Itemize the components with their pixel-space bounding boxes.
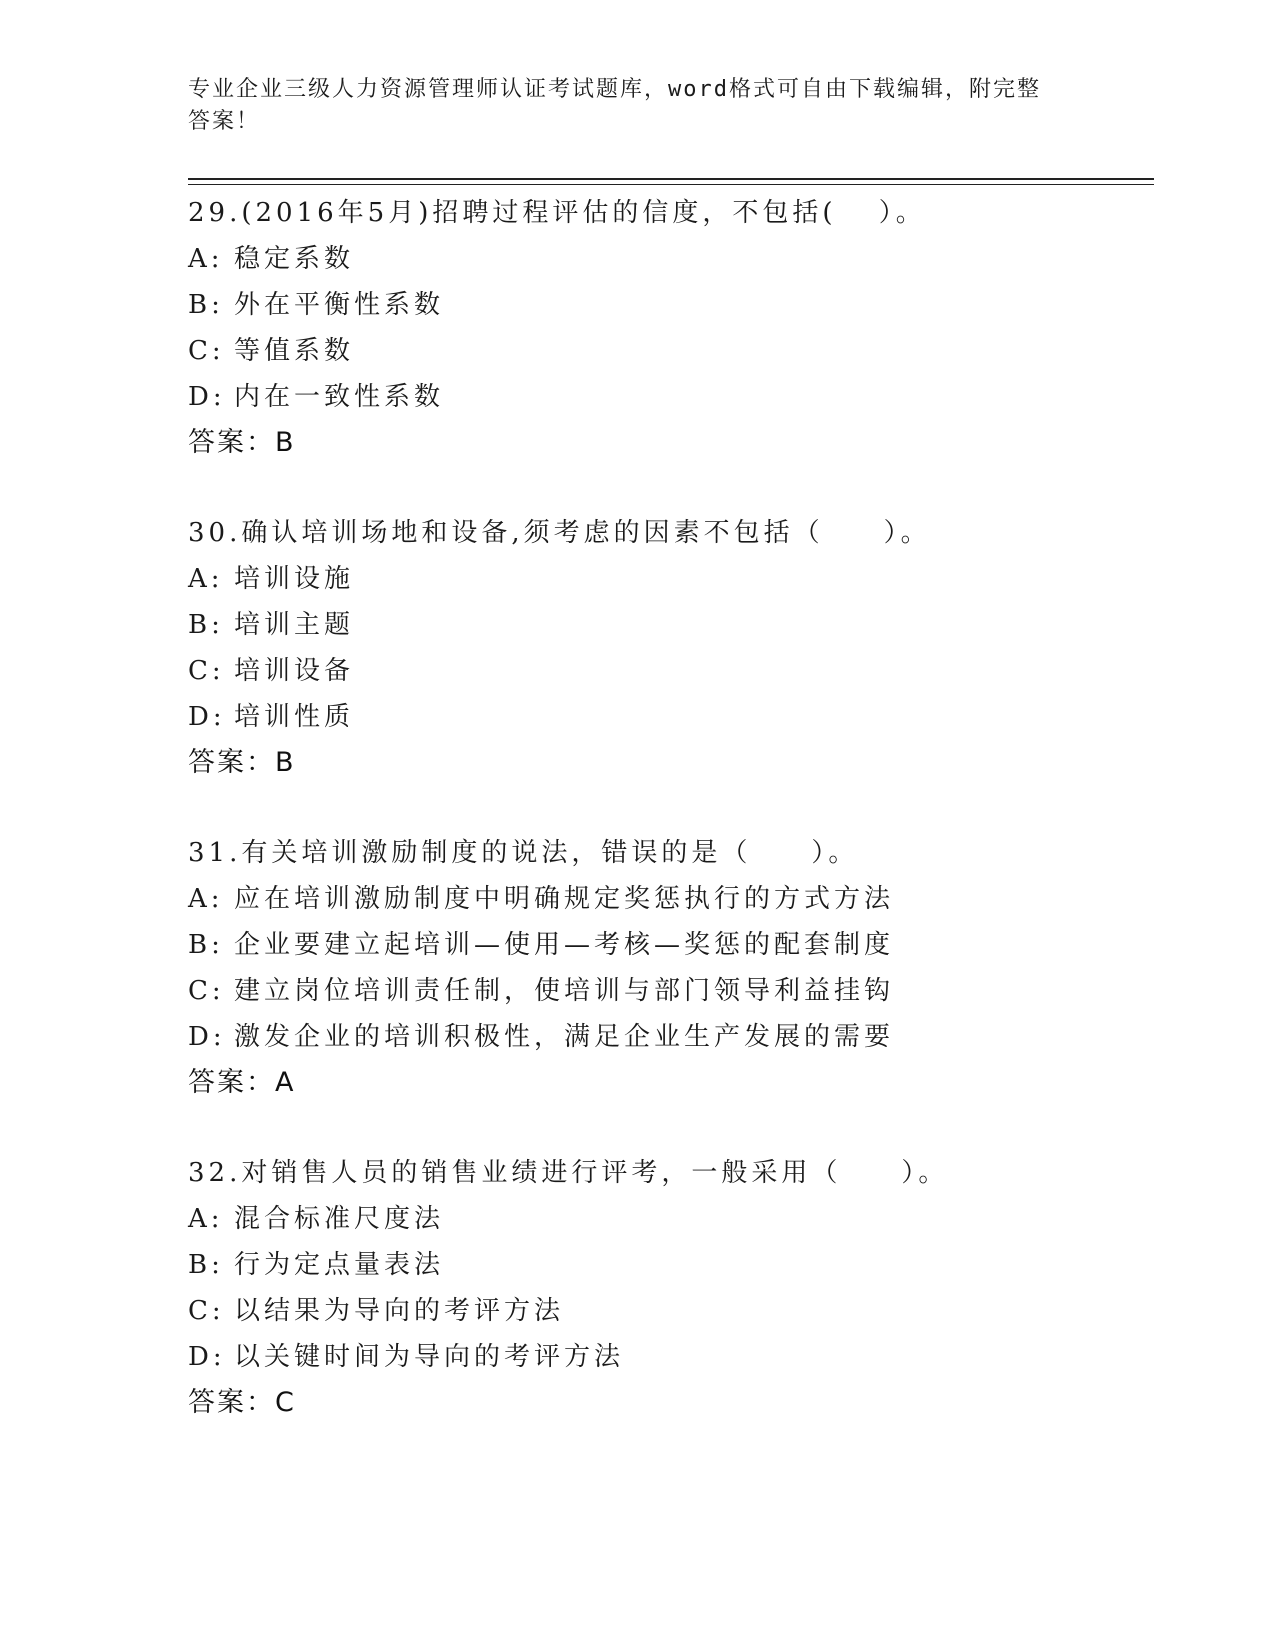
question-stem: 32.对销售人员的销售业绩进行评考，一般采用（ ）。: [188, 1158, 949, 1188]
option-a: [188, 556, 1148, 602]
option-b: [188, 282, 1148, 328]
option-key: B:: [188, 290, 224, 320]
option-key: D:: [188, 1342, 226, 1372]
question-29: [188, 190, 1148, 466]
option-c: [188, 328, 1148, 374]
option-text: 稳定系数: [234, 244, 355, 274]
question-30: [188, 510, 1148, 786]
option-c: [188, 648, 1148, 694]
option-text: 企业要建立起培训—使用—考核—奖惩的配套制度: [234, 930, 895, 960]
option-text: 培训主题: [234, 610, 355, 640]
header-line-1: 专业企业三级人力资源管理师认证考试题库，word格式可自由下载编辑，附完整: [188, 77, 1041, 102]
option-c: [188, 1288, 1148, 1334]
answer-line: 答案：C: [188, 1387, 296, 1418]
option-text: 建立岗位培训责任制，使培训与部门领导利益挂钩: [234, 976, 895, 1006]
option-key: A:: [188, 564, 224, 594]
option-a: [188, 236, 1148, 282]
option-key: C:: [188, 336, 225, 366]
question-stem: 30.确认培训场地和设备,须考虑的因素不包括（ ）。: [188, 518, 931, 548]
option-key: B:: [188, 610, 224, 640]
option-text: 行为定点量表法: [234, 1250, 445, 1280]
option-d: [188, 374, 1148, 420]
header-line-2: 答案！: [188, 109, 261, 134]
option-b: [188, 1242, 1148, 1288]
option-text: 培训设备: [234, 656, 355, 686]
option-key: A:: [188, 244, 224, 274]
option-a: [188, 876, 1148, 922]
option-text: 应在培训激励制度中明确规定奖惩执行的方式方法: [234, 884, 895, 914]
answer-line: 答案：B: [188, 427, 296, 458]
option-key: B:: [188, 1250, 224, 1280]
option-d: [188, 1014, 1148, 1060]
option-text: 外在平衡性系数: [234, 290, 445, 320]
question-32: [188, 1150, 1148, 1426]
option-key: D:: [188, 1022, 226, 1052]
option-key: B:: [188, 930, 224, 960]
header-rule-thin: [188, 184, 1154, 185]
option-c: [188, 968, 1148, 1014]
option-d: [188, 1334, 1148, 1380]
option-text: 等值系数: [234, 336, 355, 366]
option-text: 混合标准尺度法: [234, 1204, 445, 1234]
option-key: D:: [188, 702, 226, 732]
option-text: 培训设施: [234, 564, 355, 594]
option-text: 激发企业的培训积极性，满足企业生产发展的需要: [234, 1022, 895, 1052]
option-b: [188, 602, 1148, 648]
option-key: A:: [188, 884, 224, 914]
option-text: 以结果为导向的考评方法: [234, 1296, 565, 1326]
option-a: [188, 1196, 1148, 1242]
header-rule-thick: [188, 178, 1154, 180]
question-stem: 31.有关培训激励制度的说法，错误的是（ ）。: [188, 838, 859, 868]
option-text: 内在一致性系数: [234, 382, 445, 412]
option-key: C:: [188, 976, 225, 1006]
option-d: [188, 694, 1148, 740]
option-key: D:: [188, 382, 226, 412]
question-31: [188, 830, 1148, 1106]
document-header: [188, 74, 1068, 138]
option-b: [188, 922, 1148, 968]
answer-line: 答案：B: [188, 747, 296, 778]
option-text: 培训性质: [234, 702, 355, 732]
option-key: C:: [188, 1296, 225, 1326]
option-text: 以关键时间为导向的考评方法: [234, 1342, 625, 1372]
option-key: C:: [188, 656, 225, 686]
answer-line: 答案：A: [188, 1067, 296, 1098]
question-stem: 29.(2016年5月)招聘过程评估的信度，不包括( ）。: [188, 198, 926, 228]
option-key: A:: [188, 1204, 224, 1234]
